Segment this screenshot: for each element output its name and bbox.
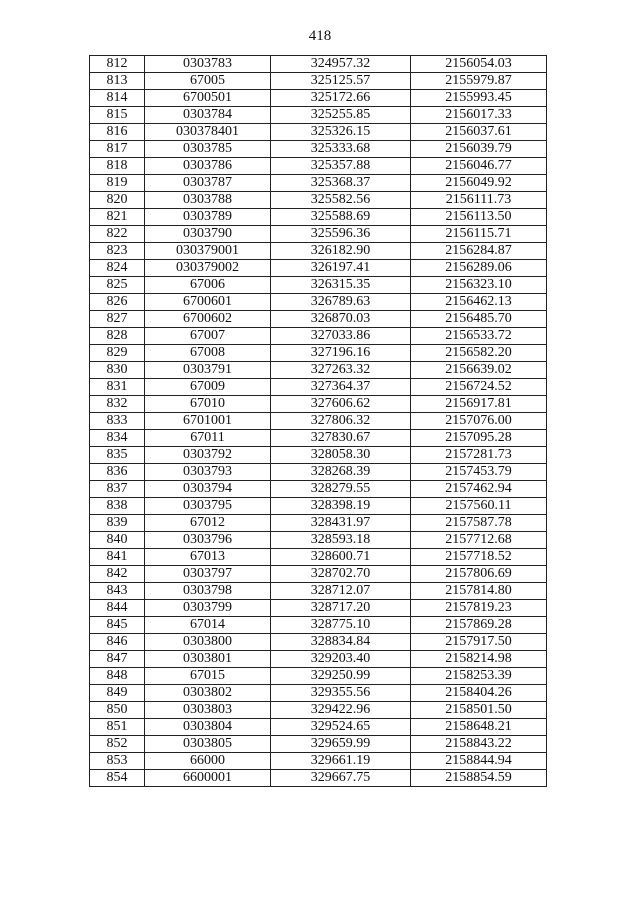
table-row	[90, 175, 547, 192]
row-number-cell: 819	[90, 175, 145, 192]
table-body	[90, 56, 547, 787]
row-number-cell: 846	[90, 634, 145, 651]
row-number-cell: 853	[90, 753, 145, 770]
x-coordinate-cell: 325588.69	[271, 209, 411, 226]
table-row	[90, 532, 547, 549]
table-row	[90, 770, 547, 787]
point-id-cell: 67009	[145, 379, 271, 396]
x-coordinate-cell: 328398.19	[271, 498, 411, 515]
y-coordinate-cell: 2158404.26	[411, 685, 547, 702]
x-coordinate-cell: 326870.03	[271, 311, 411, 328]
x-coordinate-cell: 325172.66	[271, 90, 411, 107]
table-row	[90, 685, 547, 702]
y-coordinate-cell: 2157814.80	[411, 583, 547, 600]
row-number-cell: 843	[90, 583, 145, 600]
table-row	[90, 430, 547, 447]
point-id-cell: 0303788	[145, 192, 271, 209]
x-coordinate-cell: 325326.15	[271, 124, 411, 141]
x-coordinate-cell: 328712.07	[271, 583, 411, 600]
y-coordinate-cell: 2156582.20	[411, 345, 547, 362]
y-coordinate-cell: 2157453.79	[411, 464, 547, 481]
point-id-cell: 030379002	[145, 260, 271, 277]
row-number-cell: 849	[90, 685, 145, 702]
row-number-cell: 816	[90, 124, 145, 141]
point-id-cell: 0303798	[145, 583, 271, 600]
point-id-cell: 0303803	[145, 702, 271, 719]
point-id-cell: 0303793	[145, 464, 271, 481]
y-coordinate-cell: 2158844.94	[411, 753, 547, 770]
y-coordinate-cell: 2156054.03	[411, 56, 547, 73]
x-coordinate-cell: 328702.70	[271, 566, 411, 583]
y-coordinate-cell: 2158648.21	[411, 719, 547, 736]
point-id-cell: 6700602	[145, 311, 271, 328]
row-number-cell: 815	[90, 107, 145, 124]
x-coordinate-cell: 328279.55	[271, 481, 411, 498]
y-coordinate-cell: 2157917.50	[411, 634, 547, 651]
coordinates-table	[89, 55, 547, 787]
table-row	[90, 600, 547, 617]
x-coordinate-cell: 327830.67	[271, 430, 411, 447]
point-id-cell: 0303785	[145, 141, 271, 158]
table-row	[90, 311, 547, 328]
row-number-cell: 814	[90, 90, 145, 107]
point-id-cell: 67013	[145, 549, 271, 566]
row-number-cell: 812	[90, 56, 145, 73]
point-id-cell: 030379001	[145, 243, 271, 260]
y-coordinate-cell: 2156049.92	[411, 175, 547, 192]
table-row	[90, 345, 547, 362]
x-coordinate-cell: 329659.99	[271, 736, 411, 753]
row-number-cell: 824	[90, 260, 145, 277]
table-row	[90, 668, 547, 685]
row-number-cell: 821	[90, 209, 145, 226]
table-row	[90, 107, 547, 124]
row-number-cell: 851	[90, 719, 145, 736]
point-id-cell: 0303784	[145, 107, 271, 124]
row-number-cell: 836	[90, 464, 145, 481]
x-coordinate-cell: 325255.85	[271, 107, 411, 124]
y-coordinate-cell: 2155979.87	[411, 73, 547, 90]
point-id-cell: 6600001	[145, 770, 271, 787]
row-number-cell: 826	[90, 294, 145, 311]
table-row	[90, 141, 547, 158]
table-row	[90, 56, 547, 73]
point-id-cell: 0303796	[145, 532, 271, 549]
point-id-cell: 0303792	[145, 447, 271, 464]
y-coordinate-cell: 2156639.02	[411, 362, 547, 379]
point-id-cell: 0303783	[145, 56, 271, 73]
table-row	[90, 566, 547, 583]
table-row	[90, 583, 547, 600]
table-row	[90, 396, 547, 413]
y-coordinate-cell: 2157806.69	[411, 566, 547, 583]
x-coordinate-cell: 325333.68	[271, 141, 411, 158]
point-id-cell: 67005	[145, 73, 271, 90]
x-coordinate-cell: 325125.57	[271, 73, 411, 90]
x-coordinate-cell: 329667.75	[271, 770, 411, 787]
row-number-cell: 854	[90, 770, 145, 787]
x-coordinate-cell: 325368.37	[271, 175, 411, 192]
x-coordinate-cell: 329661.19	[271, 753, 411, 770]
x-coordinate-cell: 326789.63	[271, 294, 411, 311]
point-id-cell: 0303791	[145, 362, 271, 379]
y-coordinate-cell: 2156111.73	[411, 192, 547, 209]
table-row	[90, 260, 547, 277]
table-row	[90, 617, 547, 634]
x-coordinate-cell: 329250.99	[271, 668, 411, 685]
y-coordinate-cell: 2158843.22	[411, 736, 547, 753]
point-id-cell: 67014	[145, 617, 271, 634]
point-id-cell: 0303787	[145, 175, 271, 192]
table-row	[90, 158, 547, 175]
point-id-cell: 67015	[145, 668, 271, 685]
y-coordinate-cell: 2157819.23	[411, 600, 547, 617]
y-coordinate-cell: 2156724.52	[411, 379, 547, 396]
table-row	[90, 294, 547, 311]
table-row	[90, 226, 547, 243]
x-coordinate-cell: 328775.10	[271, 617, 411, 634]
x-coordinate-cell: 327033.86	[271, 328, 411, 345]
x-coordinate-cell: 325582.56	[271, 192, 411, 209]
row-number-cell: 842	[90, 566, 145, 583]
x-coordinate-cell: 326197.41	[271, 260, 411, 277]
table-row	[90, 90, 547, 107]
y-coordinate-cell: 2156039.79	[411, 141, 547, 158]
row-number-cell: 813	[90, 73, 145, 90]
row-number-cell: 818	[90, 158, 145, 175]
y-coordinate-cell: 2157076.00	[411, 413, 547, 430]
table-row	[90, 753, 547, 770]
table-row	[90, 515, 547, 532]
y-coordinate-cell: 2158253.39	[411, 668, 547, 685]
table-row	[90, 379, 547, 396]
point-id-cell: 0303794	[145, 481, 271, 498]
row-number-cell: 837	[90, 481, 145, 498]
table-row	[90, 464, 547, 481]
point-id-cell: 030378401	[145, 124, 271, 141]
row-number-cell: 834	[90, 430, 145, 447]
x-coordinate-cell: 325596.36	[271, 226, 411, 243]
y-coordinate-cell: 2157560.11	[411, 498, 547, 515]
row-number-cell: 852	[90, 736, 145, 753]
x-coordinate-cell: 327196.16	[271, 345, 411, 362]
point-id-cell: 0303786	[145, 158, 271, 175]
table-row	[90, 481, 547, 498]
x-coordinate-cell: 328834.84	[271, 634, 411, 651]
row-number-cell: 817	[90, 141, 145, 158]
table-row	[90, 702, 547, 719]
y-coordinate-cell: 2158501.50	[411, 702, 547, 719]
x-coordinate-cell: 327606.62	[271, 396, 411, 413]
row-number-cell: 831	[90, 379, 145, 396]
table-row	[90, 736, 547, 753]
row-number-cell: 845	[90, 617, 145, 634]
row-number-cell: 825	[90, 277, 145, 294]
y-coordinate-cell: 2156017.33	[411, 107, 547, 124]
y-coordinate-cell: 2156533.72	[411, 328, 547, 345]
page-number: 418	[308, 28, 332, 44]
table-row	[90, 124, 547, 141]
row-number-cell: 829	[90, 345, 145, 362]
y-coordinate-cell: 2157587.78	[411, 515, 547, 532]
point-id-cell: 67011	[145, 430, 271, 447]
row-number-cell: 850	[90, 702, 145, 719]
x-coordinate-cell: 327364.37	[271, 379, 411, 396]
row-number-cell: 830	[90, 362, 145, 379]
table-row	[90, 243, 547, 260]
x-coordinate-cell: 328268.39	[271, 464, 411, 481]
point-id-cell: 67008	[145, 345, 271, 362]
row-number-cell: 820	[90, 192, 145, 209]
y-coordinate-cell: 2157718.52	[411, 549, 547, 566]
x-coordinate-cell: 324957.32	[271, 56, 411, 73]
row-number-cell: 835	[90, 447, 145, 464]
row-number-cell: 848	[90, 668, 145, 685]
row-number-cell: 832	[90, 396, 145, 413]
x-coordinate-cell: 329524.65	[271, 719, 411, 736]
point-id-cell: 66000	[145, 753, 271, 770]
y-coordinate-cell: 2156046.77	[411, 158, 547, 175]
point-id-cell: 0303790	[145, 226, 271, 243]
y-coordinate-cell: 2158214.98	[411, 651, 547, 668]
x-coordinate-cell: 325357.88	[271, 158, 411, 175]
table-row	[90, 277, 547, 294]
table-row	[90, 447, 547, 464]
table-row	[90, 209, 547, 226]
table-row	[90, 73, 547, 90]
point-id-cell: 0303802	[145, 685, 271, 702]
table-row	[90, 192, 547, 209]
point-id-cell: 0303789	[145, 209, 271, 226]
y-coordinate-cell: 2156113.50	[411, 209, 547, 226]
point-id-cell: 0303799	[145, 600, 271, 617]
row-number-cell: 844	[90, 600, 145, 617]
point-id-cell: 67007	[145, 328, 271, 345]
row-number-cell: 847	[90, 651, 145, 668]
x-coordinate-cell: 328600.71	[271, 549, 411, 566]
table-row	[90, 498, 547, 515]
point-id-cell: 0303805	[145, 736, 271, 753]
y-coordinate-cell: 2156115.71	[411, 226, 547, 243]
y-coordinate-cell: 2156485.70	[411, 311, 547, 328]
x-coordinate-cell: 327263.32	[271, 362, 411, 379]
y-coordinate-cell: 2157462.94	[411, 481, 547, 498]
y-coordinate-cell: 2157281.73	[411, 447, 547, 464]
y-coordinate-cell: 2156037.61	[411, 124, 547, 141]
x-coordinate-cell: 326182.90	[271, 243, 411, 260]
row-number-cell: 840	[90, 532, 145, 549]
point-id-cell: 0303801	[145, 651, 271, 668]
point-id-cell: 67012	[145, 515, 271, 532]
x-coordinate-cell: 326315.35	[271, 277, 411, 294]
point-id-cell: 0303797	[145, 566, 271, 583]
row-number-cell: 841	[90, 549, 145, 566]
y-coordinate-cell: 2155993.45	[411, 90, 547, 107]
point-id-cell: 0303800	[145, 634, 271, 651]
point-id-cell: 0303804	[145, 719, 271, 736]
y-coordinate-cell: 2157712.68	[411, 532, 547, 549]
point-id-cell: 0303795	[145, 498, 271, 515]
row-number-cell: 827	[90, 311, 145, 328]
row-number-cell: 833	[90, 413, 145, 430]
x-coordinate-cell: 328431.97	[271, 515, 411, 532]
y-coordinate-cell: 2156462.13	[411, 294, 547, 311]
x-coordinate-cell: 329355.56	[271, 685, 411, 702]
row-number-cell: 822	[90, 226, 145, 243]
x-coordinate-cell: 327806.32	[271, 413, 411, 430]
row-number-cell: 823	[90, 243, 145, 260]
row-number-cell: 828	[90, 328, 145, 345]
table-row	[90, 634, 547, 651]
x-coordinate-cell: 328717.20	[271, 600, 411, 617]
x-coordinate-cell: 329203.40	[271, 651, 411, 668]
point-id-cell: 67006	[145, 277, 271, 294]
y-coordinate-cell: 2156284.87	[411, 243, 547, 260]
point-id-cell: 6701001	[145, 413, 271, 430]
point-id-cell: 6700601	[145, 294, 271, 311]
y-coordinate-cell: 2156917.81	[411, 396, 547, 413]
x-coordinate-cell: 328058.30	[271, 447, 411, 464]
table-row	[90, 719, 547, 736]
row-number-cell: 839	[90, 515, 145, 532]
y-coordinate-cell: 2156323.10	[411, 277, 547, 294]
table-row	[90, 651, 547, 668]
table-row	[90, 328, 547, 345]
y-coordinate-cell: 2157869.28	[411, 617, 547, 634]
y-coordinate-cell: 2157095.28	[411, 430, 547, 447]
table-row	[90, 413, 547, 430]
point-id-cell: 6700501	[145, 90, 271, 107]
x-coordinate-cell: 328593.18	[271, 532, 411, 549]
point-id-cell: 67010	[145, 396, 271, 413]
table-row	[90, 549, 547, 566]
y-coordinate-cell: 2156289.06	[411, 260, 547, 277]
row-number-cell: 838	[90, 498, 145, 515]
table-row	[90, 362, 547, 379]
y-coordinate-cell: 2158854.59	[411, 770, 547, 787]
x-coordinate-cell: 329422.96	[271, 702, 411, 719]
